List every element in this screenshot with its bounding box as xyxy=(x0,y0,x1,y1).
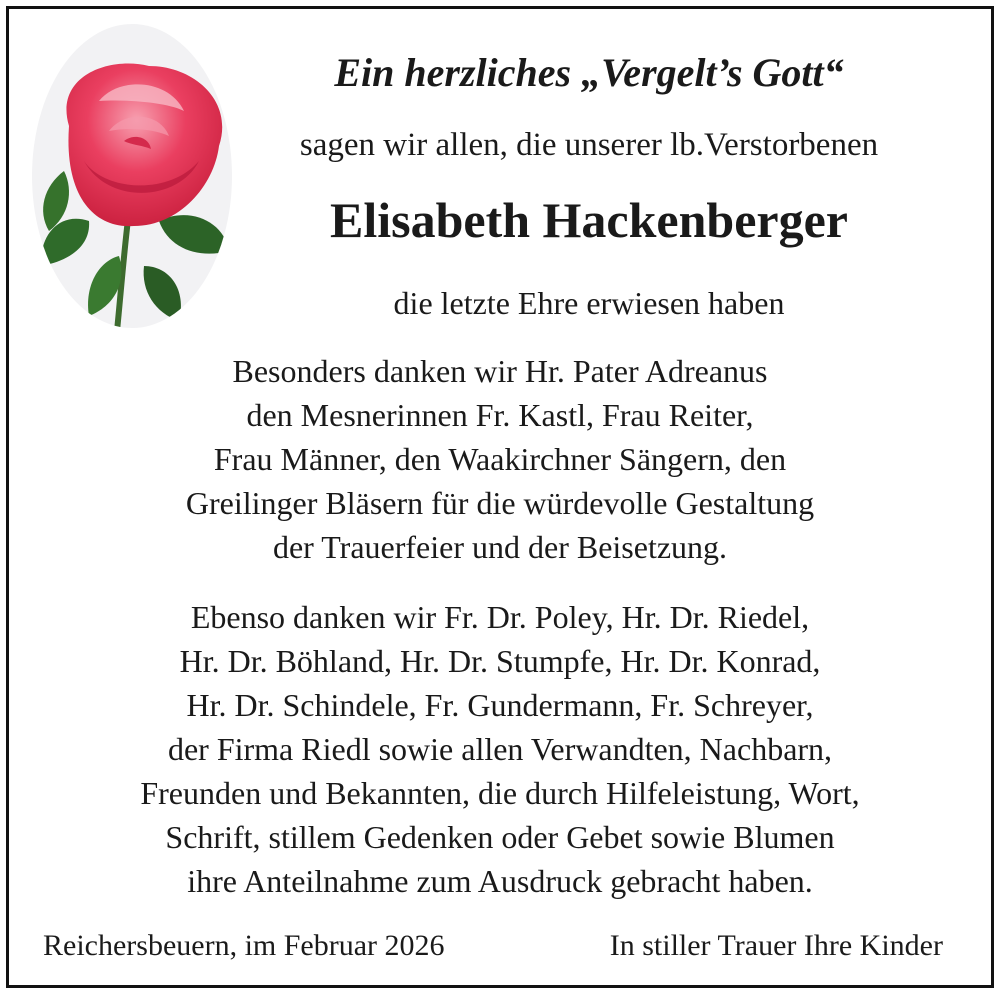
thanks-2-line-3: Hr. Dr. Schindele, Fr. Gundermann, Fr. Schreyer, xyxy=(186,687,814,723)
thanks-1-line-2: den Mesnerinnen Fr. Kastl, Frau Reiter, xyxy=(246,397,754,433)
intro-line: sagen wir allen, die unserer lb.Verstorbenen xyxy=(299,127,879,163)
honor-line: die letzte Ehre erwiesen haben xyxy=(393,285,785,321)
place-date: Reichersbeuern, im Februar 2026 xyxy=(43,929,445,962)
thanks-1-line-5: der Trauerfeier und der Beisetzung. xyxy=(272,529,728,565)
deceased-name: Elisabeth Hackenberger xyxy=(329,192,849,248)
heading-thanks: Ein herzliches „Vergelt’s Gott“ xyxy=(334,50,844,95)
thanks-2-line-2: Hr. Dr. Böhland, Hr. Dr. Stumpfe, Hr. Dr. Konrad, xyxy=(179,643,821,679)
thanks-1-line-4: Greilinger Bläsern für die würdevolle Gestaltung xyxy=(185,485,815,521)
thanks-2-line-4: der Firma Riedl sowie allen Verwandten, Nachbarn, xyxy=(167,731,833,767)
thanks-2-line-1: Ebenso danken wir Fr. Dr. Poley, Hr. Dr. Riedel, xyxy=(190,599,810,635)
thanks-1-line-1: Besonders danken wir Hr. Pater Adreanus xyxy=(232,353,768,389)
signature: In stiller Trauer Ihre Kinder xyxy=(609,929,943,962)
rose-photo xyxy=(29,21,235,331)
thanks-2-line-6: Schrift, stillem Gedenken oder Gebet sowie Blumen xyxy=(165,819,835,855)
thanks-2-line-5: Freunden und Bekannten, die durch Hilfeleistung, Wort, xyxy=(140,775,860,811)
thanks-1-line-3: Frau Männer, den Waakirchner Sängern, den xyxy=(213,441,787,477)
obituary-frame xyxy=(6,6,994,988)
thanks-2-line-7: ihre Anteilnahme zum Ausdruck gebracht haben. xyxy=(187,863,813,899)
